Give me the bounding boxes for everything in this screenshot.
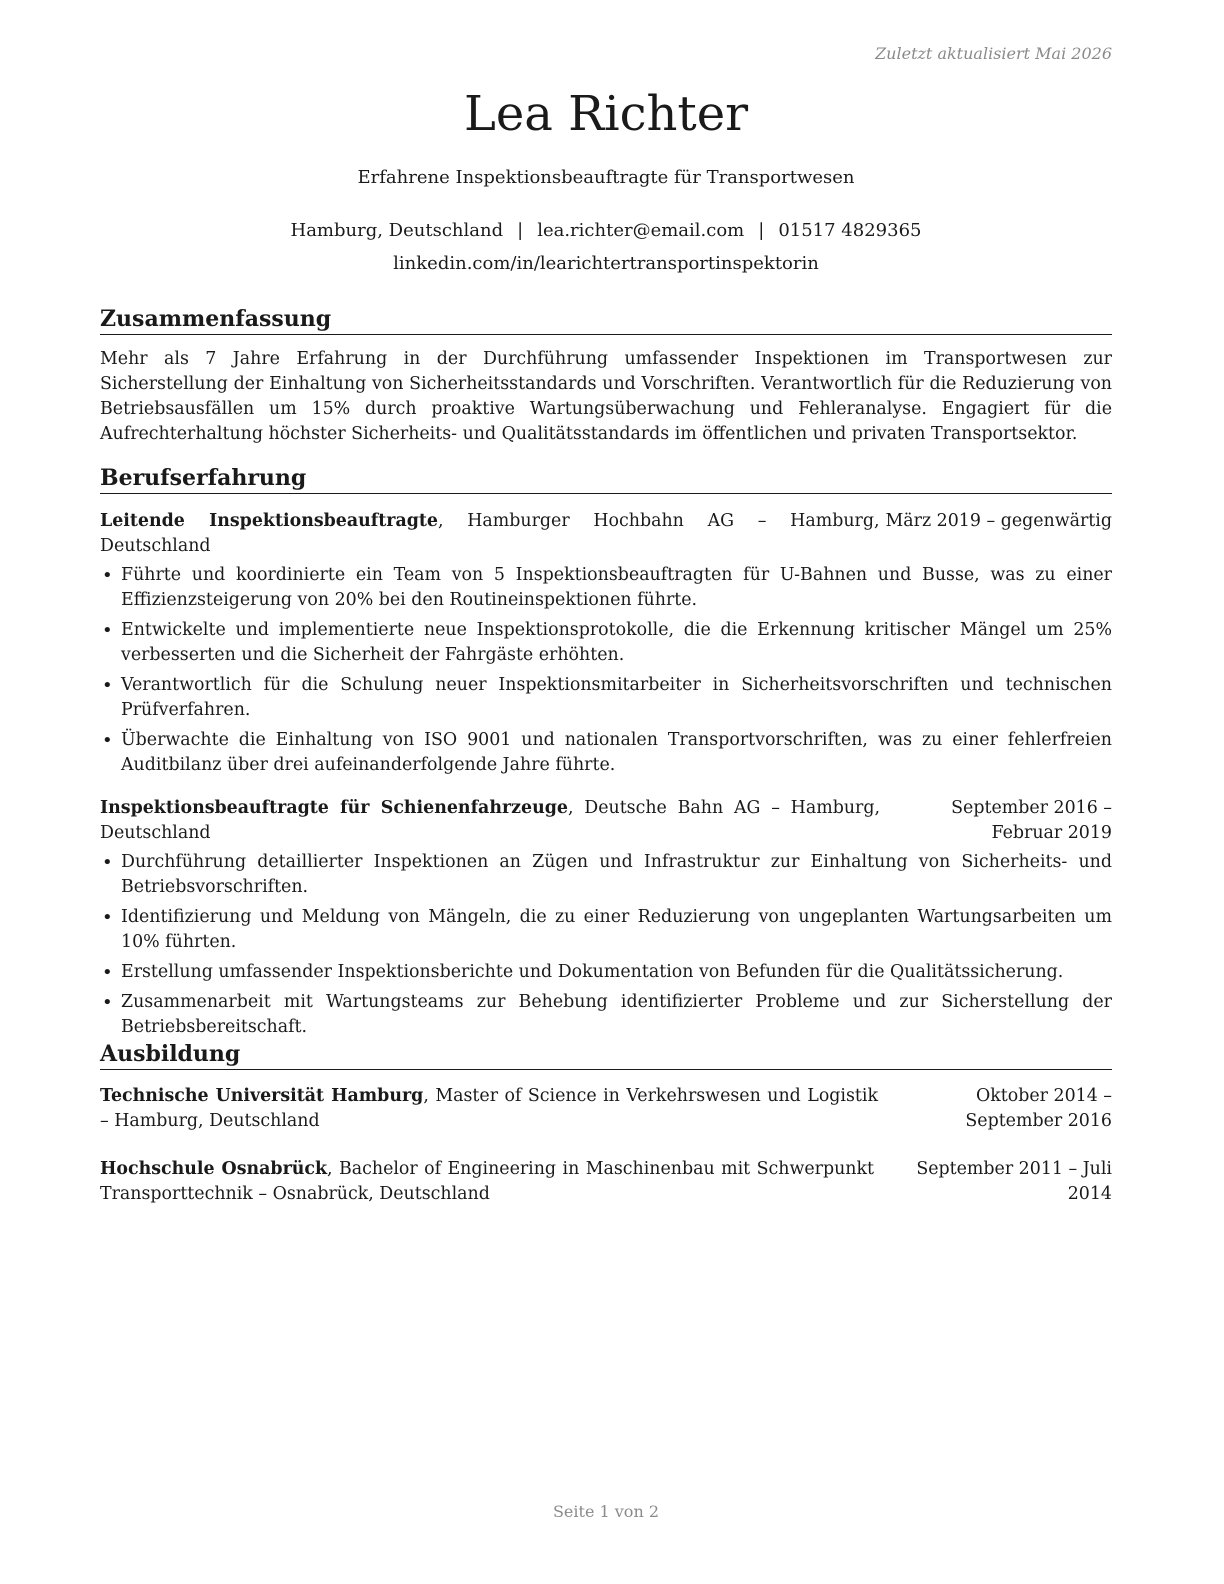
job-bullet: • Erstellung umfassender Inspektionsberichte und Dokumentation von Befunden für die Qualitätssicherung.: [100, 960, 1112, 985]
job-bullet-list: [100, 563, 1112, 778]
section-title-experience: Berufserfahrung: [100, 464, 1112, 494]
education-school: Hochschule Osnabrück: [100, 1159, 328, 1179]
job-title-line: [100, 509, 880, 559]
job-entry: [100, 796, 1112, 1040]
job-role: Leitende Inspektionsbeauftragte: [100, 511, 438, 531]
job-bullet: • Durchführung detaillierter Inspektionen an Zügen und Infrastruktur zur Einhaltung von Sicherheits- und Betriebsvorschriften.: [100, 850, 1112, 900]
contact-location: Hamburg, Deutschland: [290, 220, 504, 241]
education-header: [100, 1157, 1112, 1207]
section-title-summary: Zusammenfassung: [100, 305, 1112, 335]
job-bullet: • Führte und koordinierte ein Team von 5 Inspektionsbeauftragten für U-Bahnen und Busse, was zu einer Effizienzsteigerung von 20% bei den Routineinspektionen führte.: [100, 563, 1112, 613]
summary-section: [100, 305, 1112, 447]
contact-separator: |: [517, 220, 524, 241]
job-role: Inspektionsbeauftragte für Schienenfahrzeuge: [100, 798, 568, 818]
job-dates: März 2019 – gegenwärtig: [885, 511, 1112, 531]
contact-email[interactable]: lea.richter@email.com: [537, 220, 745, 241]
education-entry: [100, 1157, 1112, 1207]
job-bullet: • Überwachte die Einhaltung von ISO 9001 und nationalen Transportvorschriften, was zu einer fehlerfreien Auditbilanz über drei aufeinanderfolgende Jahre führte.: [100, 728, 1112, 778]
education-dates: September 2011 – Juli 2014: [916, 1159, 1112, 1204]
education-degree: , Bachelor of Engineering in Maschinenbau mit Schwerpunkt Transporttechnik – Osnabrück, Deutschland: [100, 1159, 874, 1204]
education-title-line: [100, 1157, 874, 1207]
job-bullet-list: [100, 850, 1112, 1040]
education-degree: , Master of Science in Verkehrswesen und Logistik – Hamburg, Deutschland: [100, 1086, 878, 1131]
job-title-line: [100, 796, 880, 846]
last-updated-note: Zuletzt aktualisiert Mai 2026: [875, 44, 1112, 63]
education-entry: [100, 1084, 1112, 1134]
job-header: [100, 509, 1112, 559]
experience-section: [100, 464, 1112, 1045]
contact-line: [100, 220, 1112, 241]
headline: Erfahrene Inspektionsbeauftragte für Transportwesen: [357, 167, 855, 188]
education-dates: Oktober 2014 – September 2016: [965, 1086, 1112, 1131]
job-header: [100, 796, 1112, 846]
job-bullet: • Identifizierung und Meldung von Mängeln, die zu einer Reduzierung von ungeplanten Wartungsarbeiten um 10% führten.: [100, 905, 1112, 955]
summary-text: Mehr als 7 Jahre Erfahrung in der Durchführung umfassender Inspektionen im Transportwesen zur Sicherstellung der Einhaltung von Sicherheitsstandards und Vorschriften. Verantwortlich für die Reduzierung von Betriebsausfällen um 15% durch proaktive Wartungsüberwachung und Fehleranalyse. Engagiert für die Aufrechterhaltung höchster Sicherheits- und Qualitätsstandards im öffentlichen und privaten Transportsektor.: [100, 349, 1112, 444]
job-dates: September 2016 – Februar 2019: [951, 798, 1112, 843]
job-bullet: • Verantwortlich für die Schulung neuer Inspektionsmitarbeiter in Sicherheitsvorschriften und technischen Prüfverfahren.: [100, 673, 1112, 723]
candidate-name: Lea Richter: [463, 86, 749, 142]
education-header: [100, 1084, 1112, 1134]
contact-phone: 01517 4829365: [778, 220, 922, 241]
page-number: Seite 1 von 2: [552, 1502, 660, 1521]
contact-separator: |: [758, 220, 765, 241]
job-employer: , Deutsche Bahn AG – Hamburg, Deutschland: [100, 798, 880, 843]
resume-page: [100, 0, 1112, 1584]
linkedin-link[interactable]: linkedin.com/in/learichtertransportinspektorin: [393, 253, 819, 274]
job-bullet: • Entwickelte und implementierte neue Inspektionsprotokolle, die die Erkennung kritischer Mängel um 25% verbesserten und die Sicherheit der Fahrgäste erhöhten.: [100, 618, 1112, 668]
job-entry: [100, 509, 1112, 778]
education-section: [100, 1040, 1112, 1207]
education-school: Technische Universität Hamburg: [100, 1086, 424, 1106]
education-title-line: [100, 1084, 878, 1134]
job-employer: , Hamburger Hochbahn AG – Hamburg, Deutschland: [100, 511, 880, 556]
job-bullet: • Zusammenarbeit mit Wartungsteams zur Behebung identifizierter Probleme und zur Sicherstellung der Betriebsbereitschaft.: [100, 990, 1112, 1040]
section-title-education: Ausbildung: [100, 1040, 1112, 1070]
